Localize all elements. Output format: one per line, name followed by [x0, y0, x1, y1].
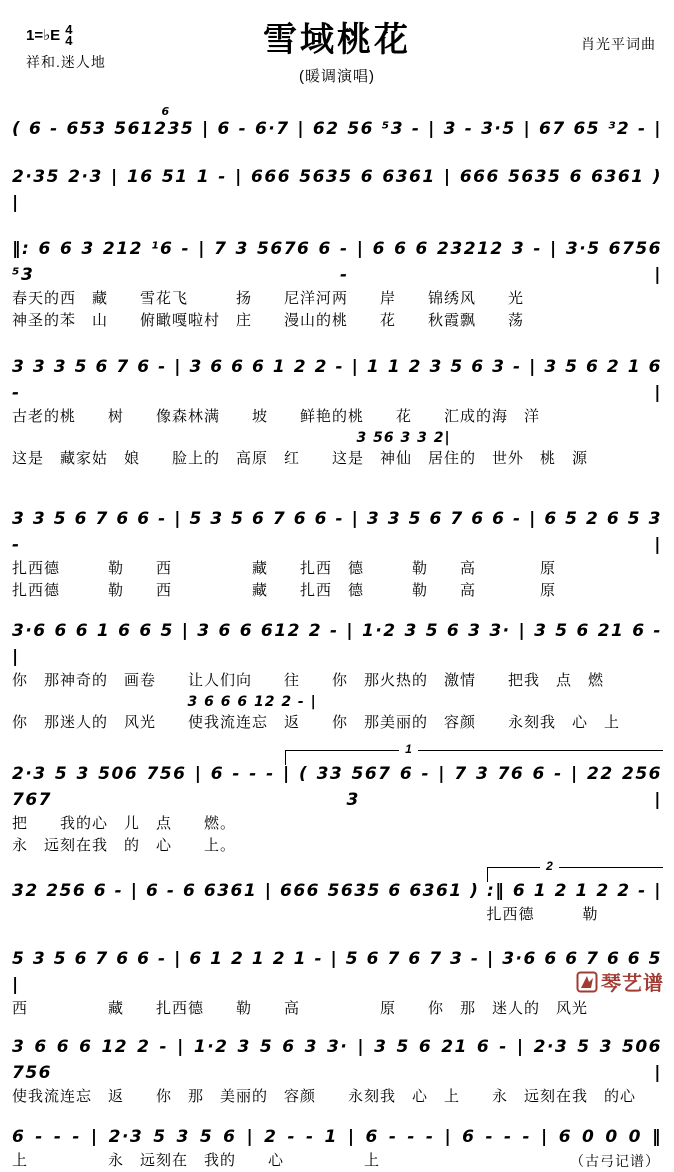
- volta-bracket: [285, 742, 663, 765]
- notation-line: ‖: 6 6 3 212 ¹6 - | 7 3 5676 6 - | 6 6 6 23212 3 - | 3·5 6756 ⁵3 - |: [12, 239, 662, 285]
- transcriber-credit: （古弓记谱）: [570, 1153, 660, 1169]
- music-system: [12, 236, 662, 332]
- time-signature-top: 4: [65, 22, 73, 37]
- music-system: [12, 859, 662, 926]
- music-system: [12, 946, 662, 1020]
- notation-line: 5 3 5 6 7 6 6 - | 6 1 2 1 2 1 - | 5 6 7 6 7 3 - | 3·6 6 6 7 6 6 5 |: [12, 949, 662, 995]
- music-system: [12, 354, 662, 470]
- notation-line: 3 3 3 5 6 7 6 - | 3 6 6 6 1 2 2 - | 1 1 2 3 5 6 3 - | 3 5 6 2 1 6 - |: [12, 357, 662, 403]
- lyrics-line: 西 藏 扎西德 勒 高 原 你 那 迷人的 风光: [12, 1000, 589, 1017]
- lyrics-line: 扎西德 勒 西 藏 扎西 德 勒 高 原: [12, 560, 557, 577]
- notation-line: ( 6 - 653 561235 | 6 - 6·7 | 62 56 ⁵3 - | 3 - 3·5 | 67 65 ³2 - |: [12, 119, 662, 139]
- lyrics-line: 古老的桃 树 像森林满 坡 鲜艳的桃 花 汇成的海 洋: [12, 408, 541, 425]
- song-title: 雪域桃花: [263, 21, 411, 59]
- lyrics-line: 扎西德 勒: [486, 906, 599, 923]
- music-system: [12, 106, 662, 142]
- notation-line: 6 - - - | 2·3 5 3 5 6 | 2 - - 1 | 6 - - - | 6 - - - | 6 0 0 0 ‖: [12, 1127, 662, 1147]
- notation-line: 2·3 5 3 506 756 | 6 - - - | ( 33 567 6 - | 7 3 76 6 - | 22 256 767 3 |: [12, 764, 662, 810]
- music-system: [12, 1034, 662, 1108]
- time-signature-bottom: 4: [65, 33, 73, 48]
- music-system: [12, 618, 662, 734]
- notation-line: 3 6 6 6 12 2 - | 1·2 3 5 6 3 3· | 3 5 6 21 6 - | 2·3 5 3 506 756 |: [12, 1037, 662, 1083]
- lyrics-line: 这是 藏家姑 娘 脸上的 高原 红 这是 神仙 居住的 世外 桃 源: [12, 450, 589, 467]
- sheet-header: [0, 0, 674, 92]
- score: [0, 106, 674, 1172]
- inserted-notes: 3 6 6 6 12 2 - |: [187, 694, 317, 710]
- volta-number: 1: [399, 742, 418, 756]
- volta-number: 2: [540, 859, 559, 873]
- lyrics-line: 神圣的苯 山 俯瞰嘎啦村 庄 漫山的桃 花 秋霞飘 荡: [12, 312, 525, 329]
- lyrics-line: 上 永 远刻在 我的 心 上: [12, 1152, 381, 1169]
- tempo-marking: 祥和.迷人地: [26, 54, 106, 70]
- music-system: [12, 506, 662, 602]
- lyrics-line: 春天的西 藏 雪花飞 扬 尼洋河两 岸 锦绣风 光: [12, 290, 525, 307]
- music-system: [12, 1124, 662, 1172]
- title-block: [0, 12, 674, 86]
- tuplet-number: 6: [161, 105, 170, 118]
- lyrics-line: 扎西德 勒 西 藏 扎西 德 勒 高 原: [12, 582, 557, 599]
- lyrics-line: 使我流连忘 返 你 那 美丽的 容颜 永刻我 心 上 永 远刻在我 的心: [12, 1088, 637, 1105]
- notation-line: 3 3 5 6 7 6 6 - | 5 3 5 6 7 6 6 - | 3 3 5 6 7 6 6 - | 6 5 2 6 5 3 - |: [12, 509, 662, 555]
- notation-line: 3·6 6 6 1 6 6 5 | 3 6 6 612 2 - | 1·2 3 5 6 3 3· | 3 5 6 21 6 - |: [12, 621, 662, 667]
- lyrics-line: 把 我的心 儿 点 燃。: [12, 815, 237, 832]
- qinyipu-logo-icon: [576, 971, 598, 993]
- qinyipu-logo-text: 琴艺谱: [601, 973, 664, 995]
- composer-credit: 肖光平词曲: [581, 36, 656, 52]
- volta-bracket: [487, 859, 664, 882]
- music-system: [12, 164, 662, 216]
- notation-line: 32 256 6 - | 6 - 6 6361 | 666 5635 6 6361 ) :‖ 6 1 2 1 2 2 - |: [12, 881, 662, 901]
- lyrics-line: 你 那神奇的 画卷 让人们向 往 你 那火热的 激情 把我 点 燃: [12, 672, 605, 689]
- key-signature: 1=♭E: [26, 27, 61, 44]
- qinyipu-logo[interactable]: [576, 967, 664, 996]
- notation-line: 2·35 2·3 | 16 51 1 - | 666 5635 6 6361 | 666 5635 6 6361 ) |: [12, 167, 662, 213]
- lyrics-line: 你 那迷人的 风光 使我流连忘 返 你 那美丽的 容颜 永刻我 心 上: [12, 714, 621, 731]
- inserted-notes: 3 56 3 3 2|: [356, 430, 451, 446]
- music-system: [12, 742, 662, 857]
- song-subtitle: (暖调演唱): [299, 68, 375, 85]
- lyrics-line: 永 远刻在我 的 心 上。: [12, 837, 237, 854]
